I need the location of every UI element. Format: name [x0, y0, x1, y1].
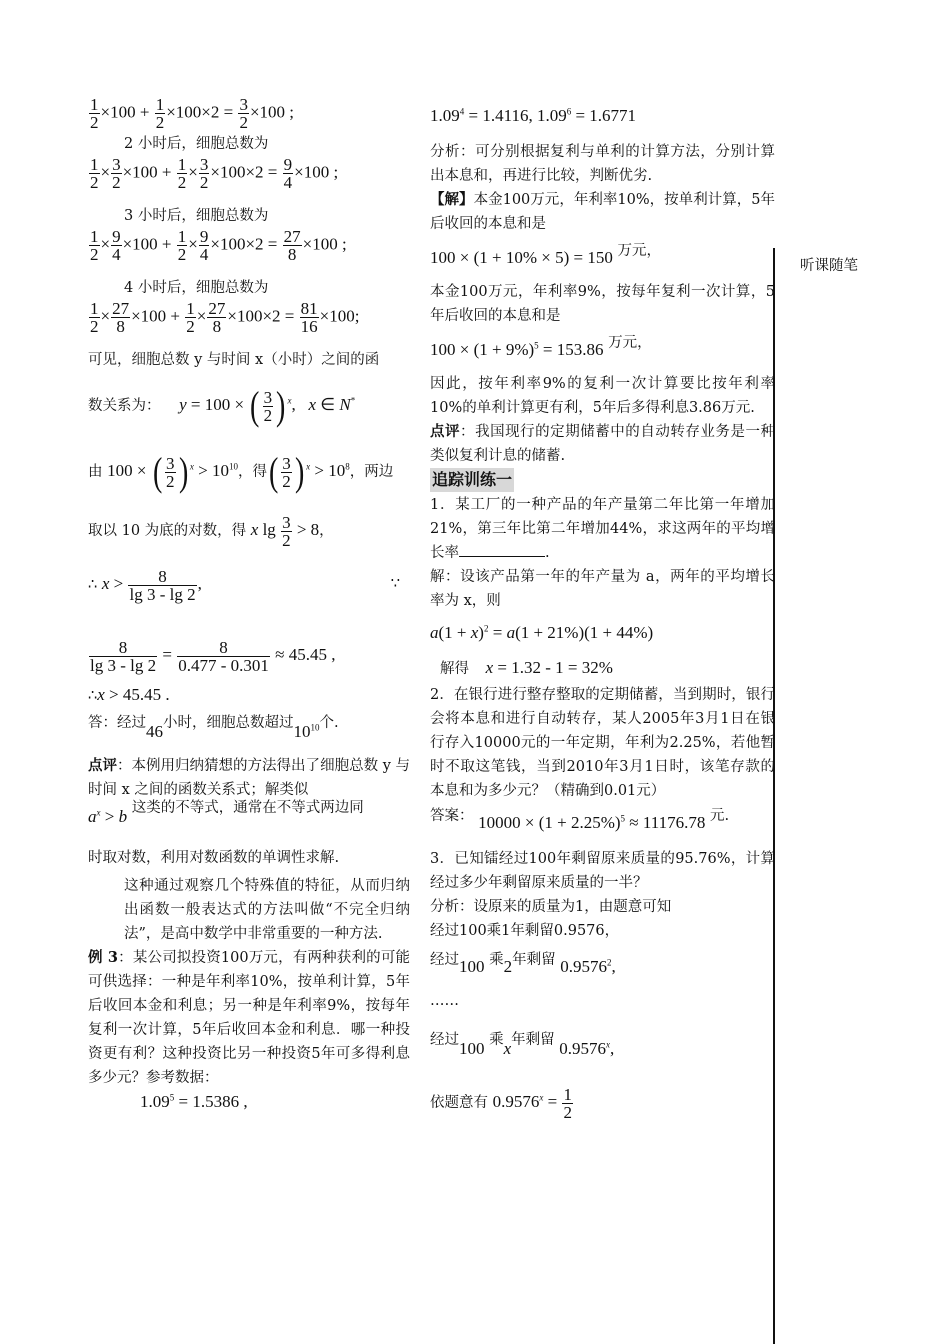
answer-prefix: 答：经过 [88, 715, 146, 731]
question-2: 2．在银行进行整存整取的定期储蓄，当到期时，银行会将本息和进行自动转存，某人2005年3月1日在银行存入10000元的一年定期，年利为2.25%，若他暂时不取这笔钱，当到2010年3月1日时，该笔存款的本息和为多少元？（精确到0.01元） [430, 687, 775, 799]
question-1 [430, 493, 775, 565]
q3-l2-b: 100 [459, 957, 485, 976]
compound-interest-formula: $100 \times (1 + 9\%)^5 = 153.86$ 万元， [430, 335, 652, 359]
question-3-line-2: 经过100 乘2年剩留 0.9576$^2$, [430, 952, 616, 976]
growth-formula: $a(1 + x)^2 = a(1 + 21\%)(1 + 44\%)$ [430, 623, 654, 642]
answer-mid: 小时，细胞总数超过 [163, 715, 294, 731]
func-prefix: 数关系为： [88, 398, 161, 414]
simple-interest-formula: 100 × (1 + 10% × 5) = 150 万元， [430, 243, 661, 267]
question-3: 3．已知镭经过100年剩留原来质量的95.76%，计算经过多少年剩留原来质量的一半？ [430, 851, 775, 891]
answer-label: 答案： [430, 808, 474, 824]
text-log: 取以 10 为底的对数，得 [88, 523, 247, 539]
therefore-symbol: ∴ [88, 577, 98, 593]
answer-ten: 10 [293, 722, 311, 741]
example-3-label: 例 3 [88, 949, 118, 966]
formula-hour3: $\frac{1}{2}$ × $\frac{9}{4}$ ×100 + $\frac{1}{2}$ × $\frac{9}{4}$ ×100×2 = $\frac{27}{8}$ ×100 ; [90, 227, 347, 264]
comment-text: ：本例用归纳猜想的方法得出了细胞总数 y 与时间 x 之间的函数关系式；解类似 [88, 758, 410, 798]
because-symbol: ∵ [390, 576, 400, 592]
solution-text [430, 188, 775, 236]
left-column [88, 96, 410, 1114]
dots: …… [430, 993, 459, 1009]
right-column [430, 104, 775, 1127]
comment-line-2: $a^x > b$ 这类的不等式，通常在不等式两边同 [88, 800, 364, 826]
comment-right [430, 420, 775, 468]
function-relation: 数关系为： y = 100 × ( $\frac{3}{2}$ ) $^x$, x ∈ N* [88, 383, 356, 429]
section-title: 追踪训练一 [430, 468, 514, 492]
question-1-solution: 解：设该产品第一年的年产量为 a，两年的平均增长率为 x，则 [430, 569, 775, 609]
text-get: ，得 [237, 464, 267, 480]
question-3-line-3: 经过100 乘x年剩留 0.9576$^x$, [430, 1032, 615, 1058]
solution-text-2: 本金100万元，年利率9%，按每年复利一次计算，5年后收回的本息和是 [430, 284, 775, 324]
formula-hour2: $\frac{1}{2}$ × $\frac{3}{2}$ ×100 + $\frac{1}{2}$ × $\frac{3}{2}$ ×100×2 = $\frac{9}{4}$ ×100 ; [90, 155, 339, 192]
question-3-final: 依题意有 $0.9576^x$ = $\frac{1}{2}$ [430, 1084, 572, 1122]
formula-hour4: $\frac{1}{2}$ × $\frac{27}{8}$ ×100 + $\frac{1}{2}$ × $\frac{27}{8}$ ×100×2 = $\frac{81}{16}$ ×100; [90, 299, 360, 336]
text-hour2: 2 小时后，细胞总数为 [124, 136, 269, 152]
question-3-analysis: 分析：设原来的质量为1，由题意可知 [430, 899, 672, 915]
therefore-symbol-2: ∴ [88, 688, 98, 704]
section-heading [430, 468, 775, 493]
formula-hour1: $\frac{1}{2}$ ×100 + $\frac{1}{2}$ ×100×2 = $\frac{3}{2}$ ×100 ; [90, 95, 295, 132]
answer-unit: 元. [709, 808, 730, 824]
final-prefix: 依题意有 [430, 1095, 488, 1111]
approx-formula: $\frac{8}{\lg 3 - \lg 2}$ = $\frac{8}{0.477 - 0.301}$ ≈ 45.45 , [90, 637, 336, 675]
therefore-line-1: ∴ x > $\frac{8}{\lg 3 - \lg 2}$ , ∵ [88, 556, 410, 612]
q3-l2-d: 2 [503, 957, 513, 976]
question-3-line-1: 经过100乘1年剩留0.9576， [430, 923, 620, 939]
text-hour3: 3 小时后，细胞总数为 [124, 208, 269, 224]
q3-l3-e: 年剩留 [511, 1032, 555, 1048]
answer-line: 答：经过46小时，细胞总数超过$10^{10}$个. [88, 715, 339, 741]
comment-line-3: 时取对数，利用对数函数的单调性求解. [88, 850, 340, 866]
unit-2: 万元， [608, 335, 652, 351]
paragraph-method: 这种通过观察几个特殊值的特征，从而归纳出函数一般表达式的方法叫做“不完全归纳法”，是高中数学中非常重要的一种方法. [124, 878, 410, 942]
question-2-answer: 答案： $10000 \times (1 + 2.25\%)^5 \approx 11176.78$ 元. [430, 808, 730, 832]
text-hour4: 4 小时后，细胞总数为 [124, 280, 269, 296]
margin-notes-label: 听课随笔 [800, 258, 858, 274]
q3-l3-b: 100 [459, 1039, 485, 1058]
example-3-text: ：某公司拟投资100万元，有两种获利的可能可供选择：一种是年利率10%，按单利计算，5年后收回本金和利息；另一种是年利率9%，按每年复利一次计算，5年后收回本金和利息．哪一种投资更有利？这种投资比另一种投资5年可多得利息多少元？参考数据： [88, 950, 410, 1086]
answer-hours: 46 [146, 722, 163, 741]
question-1-text: 1．某工厂的一种产品的年产量第二年比第一年增加21%，第三年比第二年增加44%，求这两年的平均增长率 [430, 497, 775, 561]
text-from: 由 [88, 464, 103, 480]
comment-text-2: 这类的不等式，通常在不等式两边同 [131, 800, 364, 816]
result-label: 解得 [440, 661, 469, 677]
example-3 [88, 946, 410, 1090]
solution-body: 本金100万元，年利率10%，按单利计算，5年后收回的本息和是 [430, 192, 775, 232]
text-visible: 可见，细胞总数 y 与时间 x（小时）之间的函 [88, 352, 380, 368]
text-twosides: ，两边 [349, 464, 394, 480]
q3-l2-c: 乘 [489, 952, 504, 968]
answer-blank [459, 542, 545, 557]
q3-l2-a: 经过 [430, 952, 459, 968]
therefore-text: 因此，按年利率9%的复利一次计算要比按年利率10%的单利计算更有利，5年后多得利息3.86万元. [430, 376, 775, 416]
question-1-end: . [545, 545, 550, 561]
q3-l2-e: 年剩留 [512, 952, 556, 968]
therefore-line-2: ∴x > 45.45 . [88, 685, 170, 704]
unit-1: 万元， [617, 243, 661, 259]
ref-data-2: $1.09^4 = 1.4116$, $1.09^6 = 1.6771$ [430, 106, 637, 125]
comment-right-text: ：我国现行的定期储蓄中的自动转存业务是一种类似复利计息的储蓄. [430, 424, 775, 464]
answer-end: 个. [319, 715, 339, 731]
comment-label: 点评 [88, 757, 118, 774]
growth-result: 解得 x = 1.32 - 1 = 32% [440, 658, 613, 677]
comment-right-label: 点评 [430, 423, 461, 440]
q3-l3-d: x [503, 1039, 512, 1058]
analysis-text: 分析：可分别根据复利与单利的计算方法，分别计算出本息和，再进行比较，判断优劣. [430, 144, 775, 184]
ref-data-1: $1.09^5 = 1.5386$ , [140, 1092, 248, 1111]
q3-l3-c: 乘 [489, 1032, 504, 1048]
log-line: 取以 10 为底的对数，得 x lg $\frac{3}{2}$ > 8， [88, 512, 334, 550]
comment-block [88, 754, 410, 802]
q3-l3-a: 经过 [430, 1032, 459, 1048]
inequality-line: 由 100 × ( $\frac{3}{2}$ ) $^x > 10^{10}$，得( $\frac{3}{2}$ ) $^x > 10^8$，两边 [88, 449, 394, 495]
solution-label: 【解】 [430, 191, 474, 208]
